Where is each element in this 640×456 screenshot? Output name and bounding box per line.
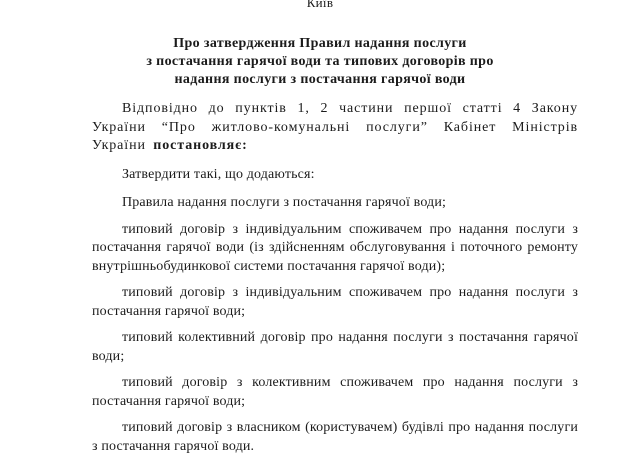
list-item: Правила надання послуги з постачання гарячої води; <box>122 195 447 210</box>
list-item: типовий договір з індивідуальним споживачем про надання послуги з постачання гарячої води (із здійсненням обслуговування і поточного ремонту внутрішньобудинкової системи постачання гарячої води); <box>92 221 578 274</box>
document-body <box>92 100 578 456</box>
title-line: з постачання гарячої води та типових договорів про <box>146 54 494 69</box>
resolution-word: постановляє: <box>153 138 248 153</box>
list-item: типовий договір з індивідуальним споживачем про надання послуги з постачання гарячої води; <box>92 285 578 319</box>
list-item: типовий договір з власником (користувачем) будівлі про надання послуги з постачання гарячої води. <box>92 420 578 454</box>
title-line: надання послуги з постачання гарячої води <box>174 72 466 87</box>
list-item: типовий колективний договір про надання послуги з постачання гарячої води; <box>92 330 578 364</box>
approve-paragraph: Затвердити такі, що додаються: <box>122 166 315 182</box>
intro-paragraph <box>92 100 578 156</box>
list-item: типовий договір з колективним споживачем про надання послуги з постачання гарячої води; <box>92 375 578 409</box>
document-title <box>0 35 640 89</box>
document-city: Київ <box>306 0 334 10</box>
title-line: Про затвердження Правил надання послуги <box>173 36 467 51</box>
intro-text: Відповідно до пунктів 1, 2 частини першої статті 4 Закону України “Про житлово-комунальні послуги” Кабінет Міністрів України <box>92 101 578 153</box>
